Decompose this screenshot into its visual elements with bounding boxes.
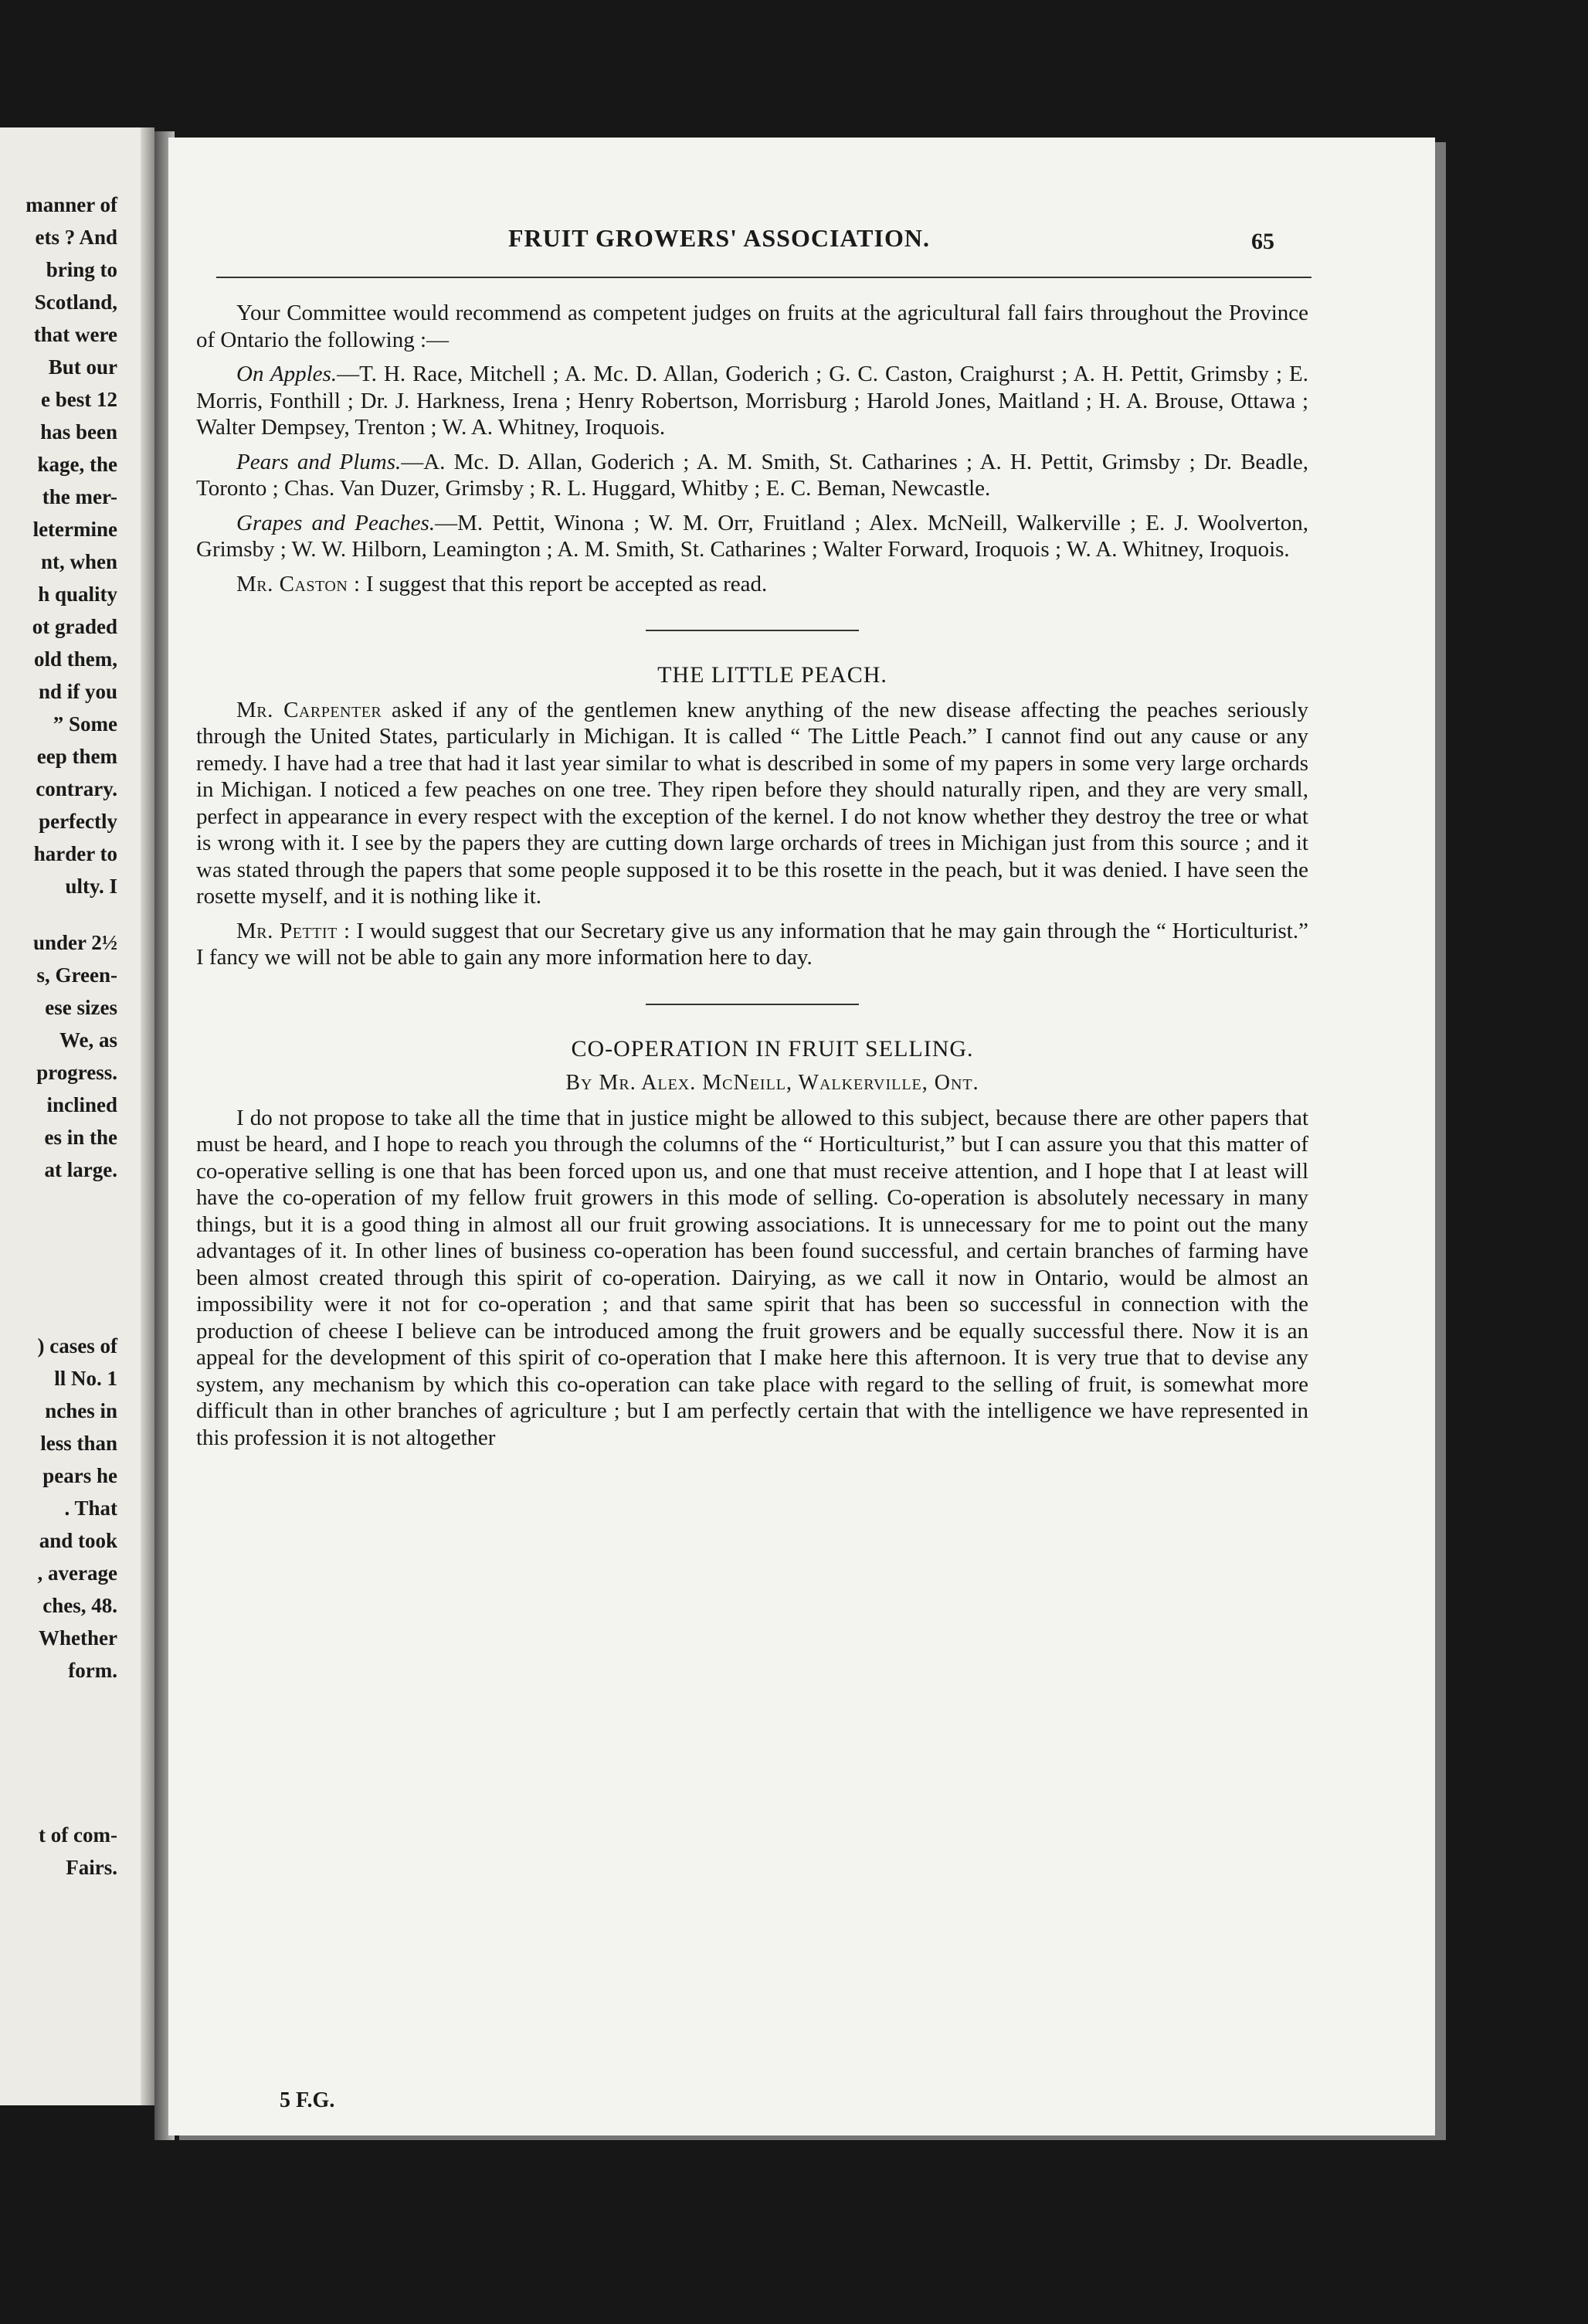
previous-page-line: bring to [46,258,117,281]
previous-page-line: h quality [38,583,117,606]
cooperation-body: I do not propose to take all the time that in justice might be allowed to this subject, because there are other papers that must be heard, and I hope to reach you through the columns of the “ Horticulturist,” but I can assure you that this matter of co-operative selling is one that has been forced upon us, and one that must receive attention, and I hope that I at least will have the co-operation of my fellow fruit growers in this mode of selling. Co-operation is absolutely necessary in many things, but it is a good thing in almost all our fruit growing associations. It is unnecessary for me to point out the many advantages of it. In other lines of business co-operation has been found successful, and certain branches of farming have been almost created through this spirit of co-operation. Dairying, as we call it now in Ontario, would be almost an impossibility were it not for co-operation ; and that same spirit that has been so successful in connection with the production of cheese I believe can be introduced among the fruit growers and be equally successful there. Now it is an appeal for the development of this spirit of co-operation that I make here this afternoon. It is very true that to devise any system, any mechanism by which this co-operation can take place with regard to the selling of fruit, is somewhat more difficult than in other branches of agriculture ; but I am perfectly certain that with the intelligence we have represented in this profession it is not altogether [196,1105,1308,1450]
previous-page-line: ches, 48. [42,1594,117,1617]
pears-text: —A. Mc. D. Allan, Goderich ; A. M. Smith, St. Catharines ; A. H. Pettit, Grimsby ; Dr. Beadle, Toronto ; Chas. Van Duzer, Grimsby ; R. L. Huggard, Whitby ; E. C. Beman, Newcastle. [196,449,1308,501]
previous-page-line: . That [64,1497,117,1520]
apples-label: On Apples. [236,362,338,386]
previous-page-line: perfectly [39,810,117,833]
author-byline: By Mr. Alex. McNeill, Walkerville, Ont. [565,1071,979,1095]
previous-page-line: eep them [36,745,117,768]
previous-page-line: less than [40,1432,117,1455]
previous-page-line: inclined [46,1093,117,1116]
previous-page-line: nd if you [38,680,117,703]
previous-page-line: has been [40,420,117,443]
grapes-label: Grapes and Peaches. [236,510,436,535]
section-divider [646,630,859,631]
section-divider [646,1004,859,1005]
pears-judges [196,449,1308,502]
previous-page-line: We, as [59,1028,117,1052]
remark-text: I would suggest that our Secretary give us any information that he may gain through the “ Horticulturist.” I fancy we will not be able to gain any more information here to day. [196,918,1308,970]
previous-page-line: contrary. [36,777,117,800]
page-number: 65 [1251,229,1274,254]
previous-page-fragment [0,127,154,2105]
previous-page-line: manner of [25,193,117,216]
previous-page-line: at large. [44,1158,117,1181]
pears-label: Pears and Plums. [236,449,402,474]
previous-page-line: harder to [33,842,117,865]
previous-page-line: ot graded [32,615,117,638]
apples-text: —T. H. Race, Mitchell ; A. Mc. D. Allan, Goderich ; G. C. Caston, Craighurst ; A. H. Pettit, Grimsby ; E. Morris, Fonthill ; Dr. J. Harkness, Irena ; Henry Robertson, Morrisburg ; Harold Jones, Maitland ; H. A. Brouse, Ottawa ; Walter Dempsey, Trenton ; W. A. Whitney, Iroquois. [196,362,1308,440]
previous-page-line: old them, [34,647,117,671]
previous-page-line: pears he [42,1464,117,1487]
speaker-name: Mr. Caston : [236,571,361,596]
previous-page-line: Whether [39,1626,117,1650]
previous-page-line: es in the [44,1126,117,1149]
speaker-name: Mr. Pettit : [236,918,351,943]
carpenter-remark [196,697,1308,910]
remark-text: I suggest that this report be accepted as read. [360,571,768,596]
previous-page-line: ese sizes [45,996,117,1019]
running-head: FRUIT GROWERS' ASSOCIATION. [508,224,930,252]
section-title-cooperation: CO-OPERATION IN FRUIT SELLING. [571,1035,974,1062]
section-title-little-peach: THE LITTLE PEACH. [657,662,887,688]
header-rule [216,277,1311,278]
previous-page-line: e best 12 [41,388,117,411]
previous-page-line: progress. [36,1061,117,1084]
previous-page-line: But our [48,355,117,379]
grapes-text: —M. Pettit, Winona ; W. M. Orr, Fruitland ; Alex. McNeill, Walkerville ; E. J. Woolverton, Grimsby ; W. W. Hilborn, Leamington ; A. M. Smith, St. Catharines ; Walter Forward, Iroquois ; W. A. Whitney, Iroquois. [196,510,1308,562]
previous-page-line: s, Green- [36,963,117,987]
committee-intro: Your Committee would recommend as competent judges on fruits at the agricultural fall fairs throughout the Province of Ontario the following :— [196,301,1308,352]
previous-page-line: t of com- [39,1823,117,1847]
previous-page-line: ll No. 1 [54,1367,117,1390]
signature-mark: 5 F.G. [280,2088,335,2112]
previous-page-line: form. [68,1659,117,1682]
apples-judges [196,361,1308,441]
pettit-remark [196,918,1308,971]
page-body [196,300,1308,1459]
previous-page-line: under 2½ [32,931,117,954]
speaker-name: Mr. Carpenter [236,697,382,722]
previous-page-line: Fairs. [66,1856,117,1879]
previous-page-line: nches in [45,1399,117,1422]
caston-remark [196,571,1308,598]
previous-page-line: that were [33,323,117,346]
previous-page-line: ) cases of [37,1334,117,1357]
previous-page-line: nt, when [40,550,117,573]
previous-page-line: Scotland, [34,290,117,314]
previous-page-line: , average [37,1561,117,1585]
previous-page-line: ” Some [53,712,117,736]
previous-page-line: ets ? And [35,226,117,249]
page-gutter [141,127,154,2105]
previous-page-line: letermine [32,518,117,541]
previous-page-line: and took [39,1529,117,1552]
previous-page-line: the mer- [42,485,117,508]
previous-page-line: ulty. I [65,875,117,898]
grapes-judges [196,510,1308,563]
previous-page-line: kage, the [37,453,117,476]
remark-text: asked if any of the gentlemen knew anything of the new disease affecting the peaches seriously through the United States, particularly in Michigan. It is called “ The Little Peach.” I cannot find out any cause or any remedy. I have had a tree that had it last year similar to what is described in some of my papers in some very large orchards in Michigan. I noticed a few peaches on one tree. They ripen before they should naturally ripen, and they are very small, perfect in appearance in every respect with the exception of the kernel. I do not know whether they destroy the tree or what is wrong with it. I see by the papers they are cutting down large orchards of trees in Michigan just from this source ; and it was stated through the papers that some people supposed it to be this rosette in the peach, but it was denied. I have seen the rosette myself, and it is nothing like it. [196,697,1308,909]
book-page [168,138,1435,2135]
